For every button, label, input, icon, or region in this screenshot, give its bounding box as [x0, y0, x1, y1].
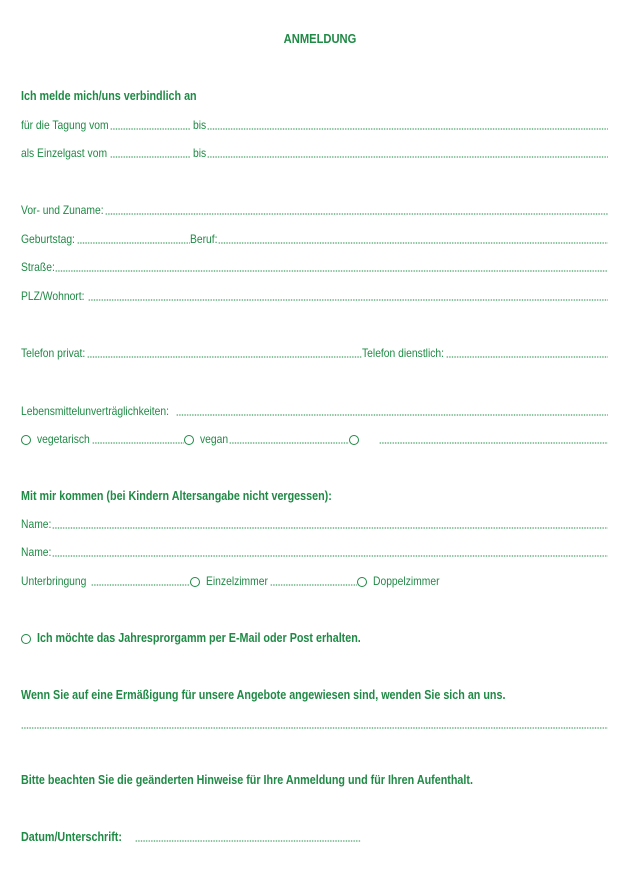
telefon-row: [21, 346, 608, 360]
vegetarisch-field[interactable]: [92, 442, 184, 444]
ermaessigung-field[interactable]: [21, 727, 608, 729]
lebensmittel-row: [21, 404, 608, 418]
vegetarisch-label: vegetarisch: [37, 432, 90, 446]
einzelzimmer-field[interactable]: [270, 584, 357, 586]
jahresprogramm-radio[interactable]: [21, 634, 31, 644]
einzelzimmer-radio[interactable]: [190, 577, 200, 587]
hinweise-text: Bitte beachten Sie die geänderten Hinweise für Ihre Anmeldung und für Ihren Aufenthalt.: [21, 773, 473, 787]
strasse-field[interactable]: [55, 270, 608, 272]
plz-label: PLZ/Wohnort:: [21, 289, 85, 303]
name-field[interactable]: [105, 213, 608, 215]
doppelzimmer-label: Doppelzimmer: [373, 574, 440, 588]
plz-row: [21, 289, 608, 303]
unterschrift-field[interactable]: [135, 840, 361, 842]
vegetarisch-radio[interactable]: [21, 435, 31, 445]
unterschrift-row: [21, 830, 361, 844]
tagung-bis-label: bis: [193, 118, 207, 132]
page-title: ANMELDUNG: [283, 31, 357, 46]
other-diet-radio[interactable]: [349, 435, 359, 445]
unterbringung-field[interactable]: [91, 584, 190, 586]
doppelzimmer-radio[interactable]: [357, 577, 367, 587]
plz-field[interactable]: [88, 299, 608, 301]
tagung-to-field[interactable]: [207, 128, 608, 130]
einzelgast-bis-label: bis: [193, 146, 207, 160]
tagung-from-field[interactable]: [110, 128, 190, 130]
diet-row: [21, 432, 608, 446]
ermaessigung-line: [21, 717, 608, 731]
jahresprogramm-row: [21, 631, 441, 645]
tagung-row: [21, 118, 608, 132]
companion-name-label-1: Name:: [21, 517, 52, 531]
unterbringung-label: Unterbringung: [21, 574, 87, 588]
unterschrift-label: Datum/Unterschrift:: [21, 830, 122, 844]
geburtstag-row: [21, 232, 608, 246]
companion-name-label-2: Name:: [21, 545, 52, 559]
beruf-field[interactable]: [218, 242, 608, 244]
lebensmittel-label: Lebensmittelunverträglichkeiten:: [21, 404, 170, 418]
tagung-label: für die Tagung vom: [21, 118, 109, 132]
companion-name-field-2[interactable]: [52, 555, 608, 557]
intro-heading: Ich melde mich/uns verbindlich an: [21, 89, 197, 103]
name-label: Vor- und Zuname:: [21, 203, 104, 217]
companion-name-field-1[interactable]: [52, 527, 608, 529]
other-diet-field[interactable]: [379, 442, 608, 444]
companion-name-row-1: [21, 517, 608, 531]
strasse-label: Straße:: [21, 260, 55, 274]
telefon-privat-label: Telefon privat:: [21, 346, 86, 360]
vegan-label: vegan: [200, 432, 229, 446]
telefon-dienstlich-field[interactable]: [446, 356, 608, 358]
lebensmittel-field[interactable]: [176, 414, 608, 416]
einzelgast-row: [21, 146, 608, 160]
vegan-field[interactable]: [229, 442, 349, 444]
einzelgast-to-field[interactable]: [207, 156, 608, 158]
companion-name-row-2: [21, 545, 608, 559]
unterbringung-row: [21, 574, 461, 588]
name-row: [21, 203, 608, 217]
telefon-dienstlich-label: Telefon dienstlich:: [362, 346, 445, 360]
einzelgast-from-field[interactable]: [110, 156, 190, 158]
geburtstag-label: Geburtstag:: [21, 232, 75, 246]
companions-heading: Mit mir kommen (bei Kindern Altersangabe nicht vergessen):: [21, 489, 332, 503]
geburtstag-field[interactable]: [77, 242, 190, 244]
einzelzimmer-label: Einzelzimmer: [206, 574, 268, 588]
strasse-row: [21, 260, 608, 274]
vegan-radio[interactable]: [184, 435, 194, 445]
ermaessigung-text: Wenn Sie auf eine Ermäßigung für unsere Angebote angewiesen sind, wenden Sie sich an uns.: [21, 688, 506, 702]
telefon-privat-field[interactable]: [87, 356, 362, 358]
beruf-label: Beruf:: [190, 232, 218, 246]
jahresprogramm-label: Ich möchte das Jahresprorgamm per E-Mail oder Post erhalten.: [37, 631, 361, 645]
einzelgast-label: als Einzelgast vom: [21, 146, 108, 160]
